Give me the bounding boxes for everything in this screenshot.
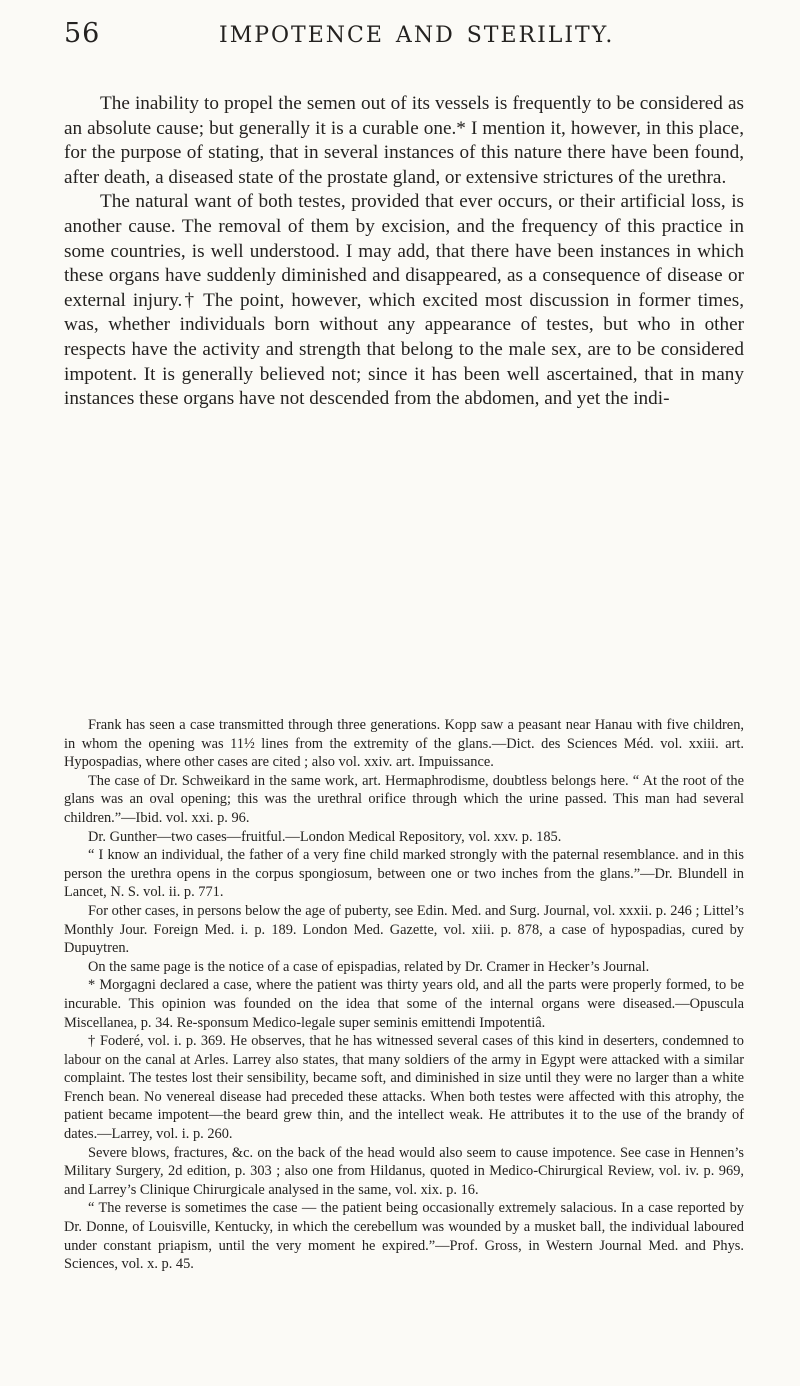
page-number: 56 (64, 18, 101, 49)
footnote: Severe blows, fractures, &c. on the back of the head would also seem to cause impotence. See case in Hennen’s Military Surgery, 2d edition, p. 303 ; also one from Hildanus, quoted in Medico-Chirurgical Review, vol. iv. p. 969, and Larrey’s Clinique Chirurgicale analysed in the same, vol. xix. p. 16. (64, 1144, 744, 1198)
footnote: The case of Dr. Schweikard in the same work, art. Hermaphrodisme, doubtless belongs here. “ At the root of the glans was an oval opening; this was the urethral orifice through which the urine passed. This man had several children.”—Ibid. vol. xxi. p. 96. (64, 772, 744, 826)
footnote: On the same page is the notice of a case of epispadias, related by Dr. Cramer in Hecker’s Journal. (88, 958, 650, 975)
page-header (64, 18, 740, 58)
body-text (64, 92, 744, 412)
footnote: “ The reverse is sometimes the case — the patient being occasionally extremely salacious. In a case reported by Dr. Donne, of Louisville, Kentucky, in which the cerebellum was wounded by a musket ball, the individual laboured under constant priapism, until the very moment he expired.”—Prof. Gross, in Western Journal Med. and Phys. Sciences, vol. x. p. 45. (64, 1200, 744, 1273)
footnote: For other cases, in persons below the age of puberty, see Edin. Med. and Surg. Journal, vol. xxxii. p. 246 ; Littel’s Monthly Jour. Foreign Med. i. p. 189. London Med. Gazette, vol. xiii. p. 878, a case of hypospadias, cured by Dupuytren. (64, 902, 744, 957)
paragraph: The inability to propel the semen out of its vessels is frequently to be considered as an absolute cause; but generally it is a curable one.* I mention it, however, in this place, for the purpose of stating, that in several instances of this nature there have been found, after death, a diseased state of the prostate gland, or extensive strictures of the urethra. (64, 93, 744, 188)
footnote: “ I know an individual, the father of a very fine child marked strongly with the paternal resemblance. and in this person the urethra opens in the corpus spongiosum, between one or two inches from the glans.”—Dr. Blundell in Lancet, N. S. vol. ii. p. 771. (64, 847, 744, 901)
footnote: Frank has seen a case transmitted through three generations. Kopp saw a peasant near Hanau with five children, in whom the opening was 11½ lines from the extremity of the glans.—Dict. des Sciences Méd. vol. xxiii. art. Hypospadias, where other cases are cited ; also vol. xxiv. art. Impuissance. (64, 717, 744, 771)
footnotes (64, 716, 744, 1274)
paragraph: The natural want of both testes, provided that ever occurs, or their artificial loss, is another cause. The removal of them by excision, and the frequency of this practice in some countries, is well understood. I may add, that there have been instances in which these organs have suddenly diminished and disappeared, as a consequence of disease or external injury.† The point, however, which excited most discussion in former times, was, whether individuals born without any appearance of testes, but who in other respects have the activity and strength that belong to the male sex, are to be considered impotent. It is generally believed not; since it has been well ascertained, that in many instances these organs have not descended from the abdomen, and yet the indi- (64, 191, 744, 410)
footnote: Dr. Gunther—two cases—fruitful.—London Medical Repository, vol. xxv. p. 185. (88, 828, 562, 845)
footnote: * Morgagni declared a case, where the patient was thirty years old, and all the parts were properly formed, to be incurable. This opinion was founded on the idea that some of the internal organs were diseased.—Opuscula Miscellanea, p. 34. Re-sponsum Medico-legale super seminis emittendi Impotentiâ. (64, 977, 744, 1031)
footnote: † Foderé, vol. i. p. 369. He observes, that he has witnessed several cases of this kind in deserters, condemned to labour on the canal at Arles. Larrey also states, that many soldiers of the army in Egypt were attacked with a similar complaint. The testes lost their sensibility, became soft, and diminished in size until they were no larger than a white French bean. No venereal disease had preceded these attacks. When both testes were affected with this atrophy, the patient became impotent—the beard grew thin, and the intellect weak. He attributes it to the use of the brandy of dates.—Larrey, vol. i. p. 260. (64, 1033, 744, 1143)
running-title: IMPOTENCE AND STERILITY. (219, 23, 615, 48)
